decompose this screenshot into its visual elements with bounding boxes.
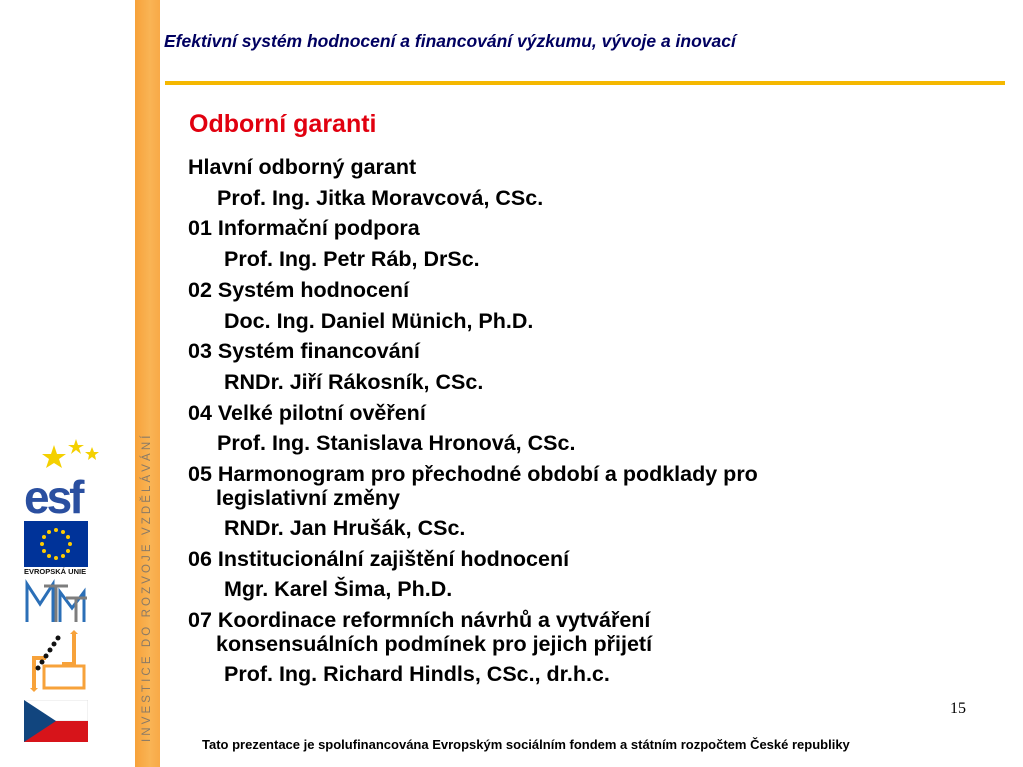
list-item: Prof. Ing. Richard Hindls, CSc., dr.h.c. [224, 662, 610, 687]
list-item: Prof. Ing. Stanislava Hronová, CSc. [217, 431, 576, 456]
slide-title: Odborní garanti [189, 110, 377, 138]
eu-flag-icon [24, 521, 88, 567]
list-item: Hlavní odborný garant [188, 155, 417, 179]
list-item: Prof. Ing. Jitka Moravcová, CSc. [217, 185, 544, 210]
page-number: 15 [950, 700, 966, 717]
msmt-logo-icon [24, 578, 90, 628]
list-item: 07 Koordinace reformních návrhů a vytváření [188, 608, 651, 633]
list-item: 02 Systém hodnocení [188, 277, 410, 302]
header-title: Efektivní systém hodnocení a financování výzkumu, vývoje a inovací [164, 31, 736, 51]
list-item: RNDr. Jiří Rákosník, CSc. [224, 369, 484, 394]
esf-logo-icon [24, 437, 112, 515]
list-item: 06 Institucionální zajištění hodnocení [188, 546, 570, 571]
list-item: Prof. Ing. Petr Ráb, DrSc. [224, 247, 480, 272]
header-divider [165, 81, 1005, 85]
list-item: RNDr. Jan Hrušák, CSc. [224, 516, 466, 541]
footer-note: Tato prezentace je spolufinancována Evropským sociálním fondem a státním rozpočtem České republiky [202, 737, 850, 752]
czech-flag-icon [24, 700, 88, 742]
list-item: 01 Informační podpora [188, 216, 420, 241]
list-item: legislativní změny [216, 486, 401, 511]
list-item: 03 Systém financování [188, 339, 420, 364]
svg-text:esf: esf [24, 471, 82, 515]
list-item: 05 Harmonogram pro přechodné období a podklady pro [188, 462, 758, 487]
list-item: konsensuálních podmínek pro jejich přijetí [216, 632, 653, 657]
guarantor-list [188, 152, 948, 690]
list-item: Doc. Ing. Daniel Münich, Ph.D. [224, 308, 534, 333]
list-item: 04 Velké pilotní ověření [188, 400, 426, 425]
eu-label: EVROPSKÁ UNIE [24, 567, 87, 576]
vertical-slogan: INVESTICE DO ROZVOJE VZDĚLÁVÁNÍ [141, 432, 153, 742]
education-arrows-icon [24, 630, 90, 692]
list-item: Mgr. Karel Šima, Ph.D. [224, 577, 453, 602]
